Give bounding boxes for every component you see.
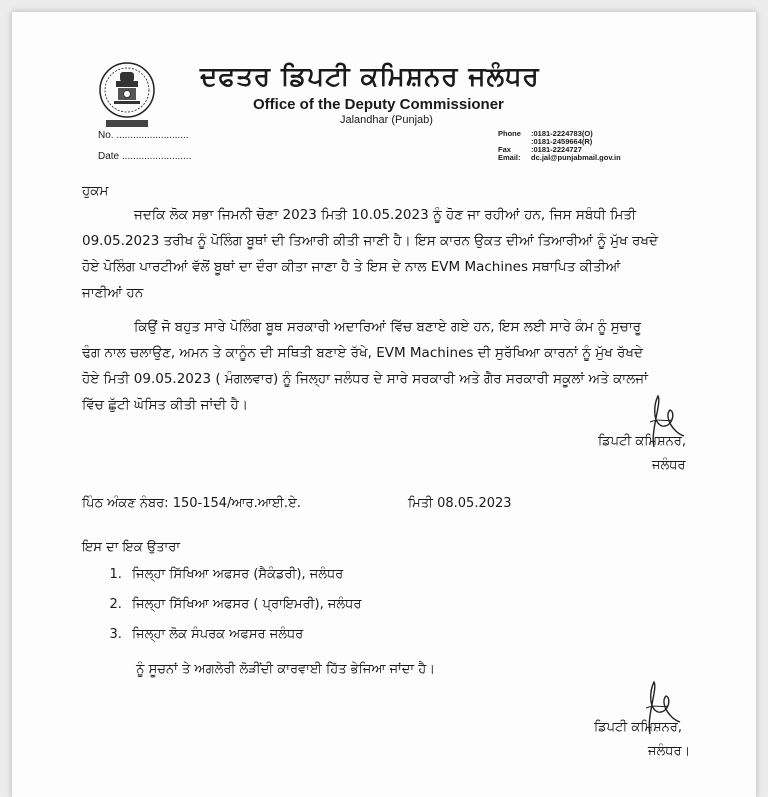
paragraph-1-line-2: 09.05.2023 ਤਰੀਖ ਨੂੰ ਪੋਲਿੰਗ ਬੂਥਾਂ ਦੀ ਤਿਆਰੀ ਕੀਤੀ ਜਾਣੀ ਹੈ। ਇਸ ਕਾਰਨ ਉਕਤ ਦੀਆਂ ਤਿਆਰੀਆਂ ਨੂੰ ਮੁੱਖ ਰਖਦੇ — [82, 233, 658, 249]
recipient-list — [108, 560, 361, 650]
office-location: Jalandhar (Punjab) — [340, 114, 433, 126]
paragraph-2-line-2: ਢੰਗ ਨਾਲ ਚਲਾਉਣ, ਅਮਨ ਤੇ ਕਾਨੂੰਨ ਦੀ ਸਥਿਤੀ ਬਣਾਏ ਰੱਖੇ, EVM Machines ਦੀ ਸੁਰੱਖਿਆ ਕਾਰਨਾਂ ਨੂੰ ਮੁੱਖ ਰੱਖਦੇ — [82, 345, 643, 361]
recipient-item: 1. ਜਿਲ੍ਹਾ ਸਿੱਖਿਆ ਅਫਸਰ (ਸੈਕੰਡਰੀ), ਜਲੰਧਰ — [126, 560, 361, 590]
endorsement-date: ਮਿਤੀ 08.05.2023 — [408, 496, 512, 511]
contact-fax: Fax :0181-2224727 — [498, 145, 582, 154]
recipient-item: 3. ਜਿਲ੍ਹਾ ਲੋਕ ਸੰਪਰਕ ਅਫਸਰ ਜਲੰਧਰ — [126, 620, 361, 650]
contact-block — [498, 130, 621, 162]
paragraph-2-line-3: ਹੋਏ ਮਿਤੀ 09.05.2023 ( ਮੰਗਲਵਾਰ) ਨੂੰ ਜਿਲ੍ਹਾ ਜਲੰਧਰ ਦੇ ਸਾਰੇ ਸਰਕਾਰੀ ਅਤੇ ਗੈਰ ਸਰਕਾਰੀ ਸਕੂਲਾਂ ਅਤੇ ਕਾਲਜਾਂ — [82, 371, 648, 387]
signature-1-place: ਜਲੰਧਰ — [652, 458, 686, 473]
state-emblem-icon — [98, 60, 156, 130]
copy-closing: ਨੂੰ ਸੂਚਨਾਂ ਤੇ ਅਗਲੇਰੀ ਲੋੜੀਂਦੀ ਕਾਰਵਾਈ ਹਿੱਤ ਭੇਜਿਆ ਜਾਂਦਾ ਹੈ। — [136, 662, 435, 677]
signature-2-designation: ਡਿਪਟੀ ਕਮਿਸ਼ਨਰ, — [594, 720, 682, 735]
paragraph-1-line-1: ਜਦਕਿ ਲੋਕ ਸਭਾ ਜਿਮਨੀ ਚੋਣਾ 2023 ਮਿਤੀ 10.05.2023 ਨੂੰ ਹੋਣ ਜਾ ਰਹੀਆਂ ਹਨ, ਜਿਸ ਸਬੰਧੀ ਮਿਤੀ — [134, 207, 637, 223]
order-heading: ਹੁਕਮ — [82, 183, 109, 199]
signature-2-place: ਜਲੰਧਰ। — [648, 744, 691, 759]
paragraph-2-line-4: ਵਿੱਚ ਛੁੱਟੀ ਘੋਸਿਤ ਕੀਤੀ ਜਾਂਦੀ ਹੈ। — [82, 397, 248, 413]
copy-heading: ਇਸ ਦਾ ਇਕ ਉਤਾਰਾ — [82, 540, 181, 555]
contact-email: Email: dc.jal@punjabmail.gov.in — [498, 153, 621, 162]
reference-date: Date ......................... — [98, 151, 192, 162]
reference-number: No. .......................... — [98, 130, 189, 141]
signature-1-designation: ਡਿਪਟੀ ਕਮਿਸ਼ਨਰ, — [598, 434, 686, 449]
endorsement-number: ਪਿੰਠ ਅੰਕਣ ਨੰਬਰ: 150-154/ਆਰ.ਆਈ.ਏ. — [82, 496, 301, 511]
document-page — [12, 12, 756, 797]
recipient-item: 2. ਜਿਲ੍ਹਾ ਸਿੱਖਿਆ ਅਫਸਰ ( ਪ੍ਰਾਇਮਰੀ), ਜਲੰਧਰ — [126, 590, 361, 620]
office-title-punjabi: ਦਫਤਰ ਡਿਪਟੀ ਕਮਿਸ਼ਨਰ ਜਲੰਧਰ — [200, 62, 540, 92]
contact-phone: Phone :0181-2224783(O) — [498, 129, 593, 138]
office-title-english: Office of the Deputy Commissioner — [253, 96, 504, 113]
paragraph-1-line-4: ਜਾਣੀਆਂ ਹਨ — [82, 285, 144, 301]
contact-phone-residence: :0181-2459664(R) — [531, 137, 593, 146]
order-paragraph-2 — [82, 314, 690, 418]
paragraph-2-line-1: ਕਿਉਂ ਜੋ ਬਹੁਤ ਸਾਰੇ ਪੋਲਿੰਗ ਬੂਥ ਸਰਕਾਰੀ ਅਦਾਰਿਆਂ ਵਿੱਚ ਬਣਾਏ ਗਏ ਹਨ, ਇਸ ਲਈ ਸਾਰੇ ਕੰਮ ਨੂੰ ਸੁਚਾਰੂ — [134, 319, 642, 335]
order-paragraph-1 — [82, 202, 690, 306]
paragraph-1-line-3: ਹੋਏ ਪੋਲਿੰਗ ਪਾਰਟੀਆਂ ਵੱਲੋਂ ਬੂਥਾਂ ਦਾ ਦੌਰਾ ਕੀਤਾ ਜਾਣਾ ਹੈ ਤੇ ਇਸ ਦੇ ਨਾਲ EVM Machines ਸਥਾਪਿਤ ਕੀਤੀਆਂ — [82, 259, 621, 275]
